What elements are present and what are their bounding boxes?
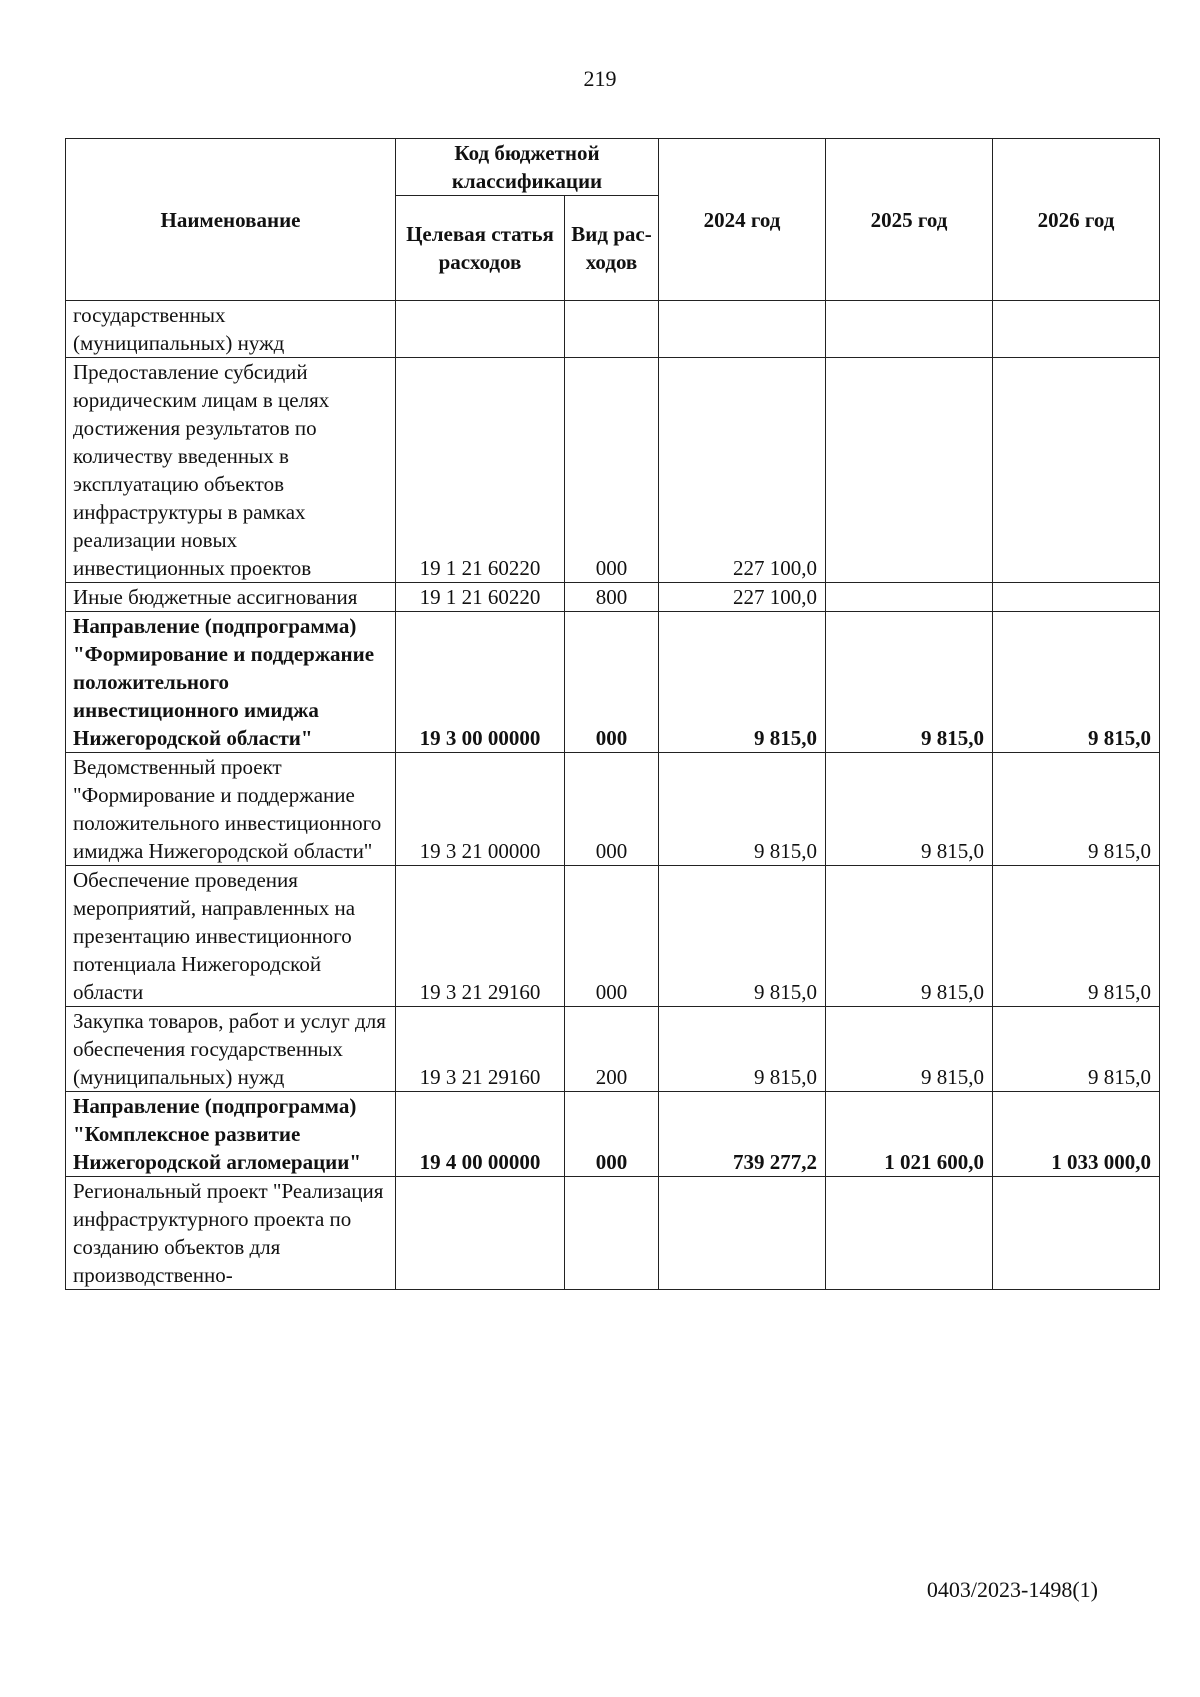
row-expense-kind: 000 xyxy=(565,866,659,1007)
page-number: 219 xyxy=(583,66,617,91)
row-value-2024: 9 815,0 xyxy=(659,612,826,753)
row-expense-kind xyxy=(565,1177,659,1290)
row-target-code: 19 1 21 60220 xyxy=(396,358,565,583)
table-row xyxy=(66,866,1160,1007)
row-value-2025: 9 815,0 xyxy=(826,1007,993,1092)
table-row xyxy=(66,1007,1160,1092)
table-row xyxy=(66,1177,1160,1290)
header-code-group: Код бюджетной классификации xyxy=(396,139,659,196)
table-row xyxy=(66,753,1160,866)
row-expense-kind: 000 xyxy=(565,358,659,583)
row-value-2024 xyxy=(659,301,826,358)
table-row xyxy=(66,583,1160,612)
row-name: Направление (подпрограмма) "Комплексное развитие Нижегородской агломерации" xyxy=(66,1092,396,1177)
row-target-code: 19 3 21 29160 xyxy=(396,866,565,1007)
table-row xyxy=(66,301,1160,358)
header-expense-kind: Вид рас-ходов xyxy=(565,196,659,301)
table-row xyxy=(66,1092,1160,1177)
row-expense-kind: 200 xyxy=(565,1007,659,1092)
row-value-2025 xyxy=(826,301,993,358)
row-value-2025: 9 815,0 xyxy=(826,753,993,866)
table-row xyxy=(66,612,1160,753)
row-value-2026 xyxy=(993,358,1160,583)
row-value-2026: 9 815,0 xyxy=(993,612,1160,753)
header-name: Наименование xyxy=(66,139,396,301)
table-header xyxy=(66,139,1160,301)
row-value-2026: 9 815,0 xyxy=(993,1007,1160,1092)
row-value-2025 xyxy=(826,583,993,612)
row-value-2024: 227 100,0 xyxy=(659,583,826,612)
header-2026: 2026 год xyxy=(993,139,1160,301)
row-name: Закупка товаров, работ и услуг для обеспечения государственных (муниципальных) нужд xyxy=(66,1007,396,1092)
header-2025: 2025 год xyxy=(826,139,993,301)
row-value-2026 xyxy=(993,1177,1160,1290)
row-name: Иные бюджетные ассигнования xyxy=(66,583,396,612)
header-2024: 2024 год xyxy=(659,139,826,301)
row-expense-kind xyxy=(565,301,659,358)
row-value-2025: 9 815,0 xyxy=(826,612,993,753)
row-value-2025 xyxy=(826,358,993,583)
row-value-2026 xyxy=(993,301,1160,358)
row-expense-kind: 800 xyxy=(565,583,659,612)
row-value-2026 xyxy=(993,583,1160,612)
row-value-2024: 9 815,0 xyxy=(659,1007,826,1092)
row-value-2024: 9 815,0 xyxy=(659,866,826,1007)
row-target-code: 19 3 21 00000 xyxy=(396,753,565,866)
table-body xyxy=(66,301,1160,1290)
row-value-2024: 227 100,0 xyxy=(659,358,826,583)
row-expense-kind: 000 xyxy=(565,753,659,866)
row-target-code: 19 4 00 00000 xyxy=(396,1092,565,1177)
row-target-code: 19 3 21 29160 xyxy=(396,1007,565,1092)
row-value-2024: 739 277,2 xyxy=(659,1092,826,1177)
row-name: Направление (подпрограмма) "Формирование и поддержание положительного инвестиционного имиджа Нижегородской области" xyxy=(66,612,396,753)
row-expense-kind: 000 xyxy=(565,612,659,753)
row-value-2025: 1 021 600,0 xyxy=(826,1092,993,1177)
row-target-code xyxy=(396,1177,565,1290)
budget-table xyxy=(65,138,1160,1290)
row-name: государственных (муниципальных) нужд xyxy=(66,301,396,358)
row-value-2025: 9 815,0 xyxy=(826,866,993,1007)
row-expense-kind: 000 xyxy=(565,1092,659,1177)
row-name: Региональный проект "Реализация инфраструктурного проекта по созданию объектов для производственно- xyxy=(66,1177,396,1290)
row-value-2024: 9 815,0 xyxy=(659,753,826,866)
row-value-2026: 1 033 000,0 xyxy=(993,1092,1160,1177)
row-name: Предоставление субсидий юридическим лицам в целях достижения результатов по количеству введенных в эксплуатацию объектов инфраструктуры в рамках реализации новых инвестиционных проектов xyxy=(66,358,396,583)
row-target-code: 19 3 00 00000 xyxy=(396,612,565,753)
row-value-2025 xyxy=(826,1177,993,1290)
row-name: Ведомственный проект "Формирование и поддержание положительного инвестиционного имиджа Нижегородской области" xyxy=(66,753,396,866)
header-target-article: Целевая статья расходов xyxy=(396,196,565,301)
row-value-2024 xyxy=(659,1177,826,1290)
row-target-code: 19 1 21 60220 xyxy=(396,583,565,612)
row-value-2026: 9 815,0 xyxy=(993,866,1160,1007)
row-target-code xyxy=(396,301,565,358)
row-name: Обеспечение проведения мероприятий, направленных на презентацию инвестиционного потенциала Нижегородской области xyxy=(66,866,396,1007)
table-row xyxy=(66,358,1160,583)
row-value-2026: 9 815,0 xyxy=(993,753,1160,866)
document-code: 0403/2023-1498(1) xyxy=(926,1577,1098,1602)
